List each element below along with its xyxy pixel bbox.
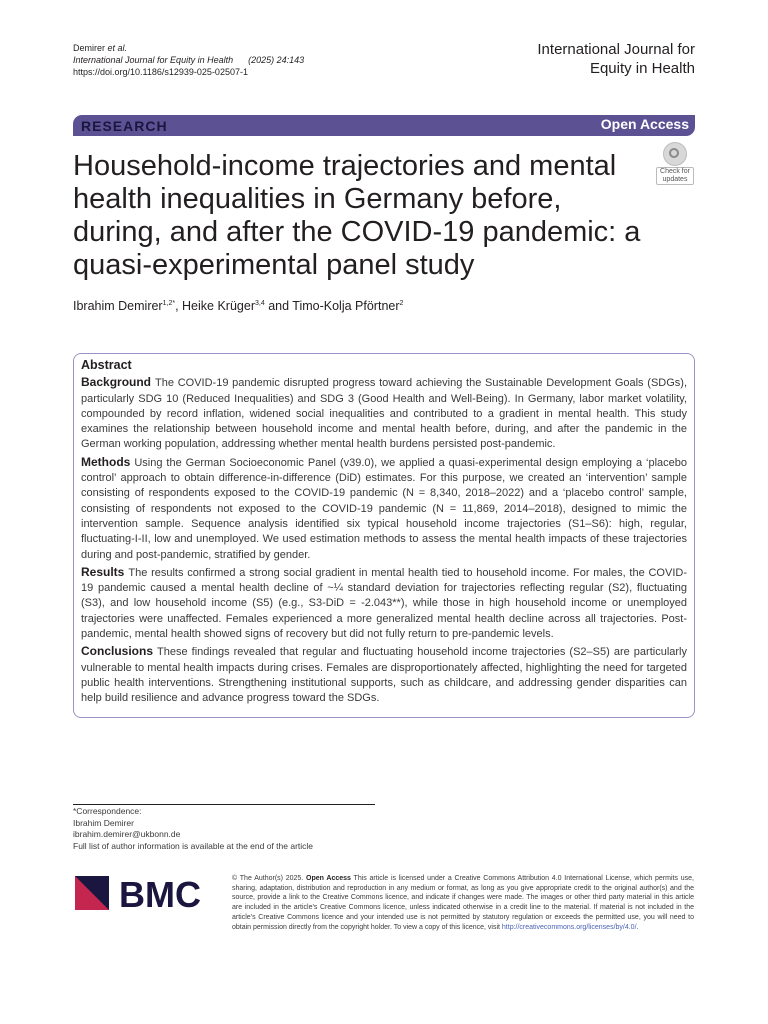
correspondence-name: Ibrahim Demirer bbox=[73, 817, 134, 828]
journal-name-line1: International Journal for bbox=[537, 41, 695, 58]
bmc-logo-icon bbox=[75, 874, 215, 914]
license-end: . bbox=[636, 923, 639, 931]
header-etal: et al. bbox=[107, 43, 128, 53]
license-copyright: © The Author(s) 2025. bbox=[232, 875, 304, 882]
header-year-volume: (2025) 24:143 bbox=[248, 55, 305, 65]
header-journal: International Journal for Equity in Health bbox=[73, 55, 234, 65]
check-for-updates-icon bbox=[663, 142, 687, 166]
abstract-heading: Abstract bbox=[81, 358, 132, 372]
author-separator: , bbox=[175, 299, 183, 313]
bmc-logo-text: BMC bbox=[119, 874, 201, 914]
author-affiliation: 1,2* bbox=[162, 299, 176, 307]
abstract-methods bbox=[81, 455, 687, 563]
section-label: Conclusions bbox=[81, 644, 154, 659]
article-title: Household-income trajectories and mental health inequalities in Germany before, during, and after the COVID-19 pandemic: a quasi-experimental panel study bbox=[73, 150, 641, 281]
section-text: The results confirmed a strong social gradient in mental health tied to household income. For males, the COVID-19 pandemic caused a mental health decline of ~¼ standard deviation for trajectories reflecting regular (S2), fluctuating (S3), and low household income (S5) (e.g., S3-DiD = -2.043**), while those in high household income or unemployed trajectories were unaffected. Females experienced a more generalized mental health decline across all trajectories. Post-pandemic, mental health showed signs of recovery but did not fully return to pre-pandemic levels. bbox=[81, 566, 687, 641]
author-name: Heike Krüger bbox=[182, 299, 255, 313]
author-name: Timo-Kolja Pförtner bbox=[292, 299, 400, 313]
badge-line2: updates bbox=[662, 176, 688, 183]
author-info-note: Full list of author information is available at the end of the article bbox=[73, 840, 314, 851]
check-for-updates-label bbox=[656, 167, 694, 185]
license-url[interactable]: http://creativecommons.org/licenses/by/4.0/ bbox=[501, 923, 637, 931]
correspondence-email[interactable]: ibrahim.demirer@ukbonn.de bbox=[73, 829, 181, 839]
check-for-updates-badge[interactable] bbox=[656, 142, 694, 183]
author-list bbox=[73, 299, 403, 313]
running-header bbox=[73, 42, 304, 78]
header-authors: Demirer bbox=[73, 43, 106, 53]
section-text: These findings revealed that regular and fluctuating household income trajectories (S2–S5) are particularly vulnerable to mental health impacts during crises. Females are disproportionately affected, highlighting the need for targeted public health interventions. Strengthening institutional supports, such as childcare, and addressing gender disparities can help build resilience and advance progress toward the SDGs. bbox=[81, 646, 687, 705]
abstract-results bbox=[81, 565, 687, 642]
abstract-box bbox=[73, 353, 695, 718]
header-doi[interactable]: https://doi.org/10.1186/s12939-025-02507-1 bbox=[73, 67, 248, 77]
article-type-banner bbox=[73, 115, 695, 136]
correspondence-label: *Correspondence: bbox=[73, 806, 142, 816]
author-name: Ibrahim Demirer bbox=[73, 299, 163, 313]
footnote-divider bbox=[73, 804, 375, 805]
section-label: Results bbox=[81, 564, 125, 579]
correspondence bbox=[73, 806, 313, 852]
author-separator: and bbox=[264, 299, 293, 313]
author-affiliation: 3,4 bbox=[254, 299, 265, 307]
license-open-access: Open Access bbox=[306, 875, 351, 882]
bmc-logo bbox=[75, 874, 215, 914]
license-body: This article is licensed under a Creative Commons Attribution 4.0 International License, which permits use, sharing, adaptation, distribution and reproduction in any medium or format, as long as you give appropriate credit to the original author(s) and the source, provide a link to the Creative Commons licence, and indicate if changes were made. The images or other third party material in this article are included in the article’s Creative Commons licence, unless indicated otherwise in a credit line to the material. If material is not included in the article’s Creative Commons licence and your intended use is not permitted by statutory regulation or exceeds the permitted use, you will need to obtain permission directly from the copyright holder. To view a copy of this licence, visit bbox=[232, 875, 694, 931]
section-label: Background bbox=[81, 375, 152, 390]
license-text bbox=[232, 874, 694, 932]
journal-name-line2: Equity in Health bbox=[589, 60, 695, 77]
author-affiliation: 2 bbox=[399, 299, 404, 307]
section-label: Methods bbox=[81, 454, 131, 469]
journal-name bbox=[537, 40, 695, 78]
article-type: RESEARCH bbox=[81, 118, 168, 134]
open-access-label: Open Access bbox=[600, 116, 689, 132]
abstract-background bbox=[81, 375, 687, 452]
section-text: The COVID-19 pandemic disrupted progress toward achieving the Sustainable Development Goals (SDGs), particularly SDG 10 (Reduced Inequalities) and SDG 3 (Good Health and Well-Being). In Germany, labor market volatility, compounded by record inflation, widened social inequalities and contributed to a gradient in mental health. This study examines the relationship between household income and mental health before, during, and after the pandemic in the German working population, addressing whether mental health burdens persisted post-pandemic. bbox=[81, 377, 687, 451]
section-text: Using the German Socioeconomic Panel (v39.0), we applied a quasi-experimental design employing a ‘placebo control’ approach to obtain difference-in-difference (DiD) estimates. For this purpose, we created an ‘intervention’ sample consisting of respondents exposed to the COVID-19 pandemic (N = 8,340, 2018–2022) and a ‘placebo control’ sample, consisting of respondents not exposed to the COVID-19 pandemic (N = 11,869, 2014–2018), designed to mimic the intervention sample. Sequence analysis identified six typical household income trajectories (S1–S6): high, regular, fluctuating-I-II, low and unemployed. We used estimation methods to assess the mental health impacts of these trajectories during and post-pandemic, stratified by gender. bbox=[81, 456, 687, 561]
badge-line1: Check for bbox=[660, 168, 690, 175]
abstract-conclusions bbox=[81, 644, 687, 706]
